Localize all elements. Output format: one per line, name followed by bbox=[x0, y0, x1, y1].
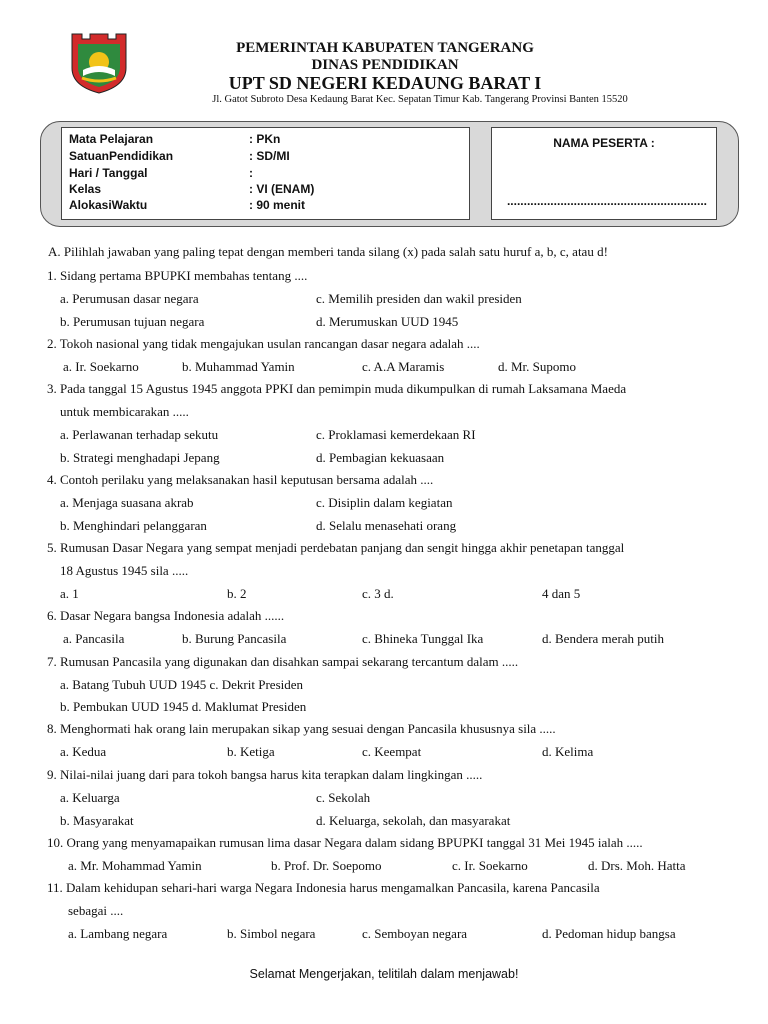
school-logo bbox=[68, 32, 130, 94]
option-a[interactable]: a. Pancasila bbox=[63, 631, 125, 646]
header-government: PEMERINTAH KABUPATEN TANGERANG bbox=[236, 40, 534, 56]
option-d[interactable]: d. Bendera merah putih bbox=[542, 631, 665, 646]
option-b[interactable]: b. Perumusan tujuan negara bbox=[60, 314, 205, 329]
option-d[interactable]: d. Mr. Supomo bbox=[498, 359, 577, 374]
option-c[interactable]: c. Proklamasi kemerdekaan RI bbox=[316, 427, 476, 442]
header-school-name: UPT SD NEGERI KEDAUNG BARAT I bbox=[228, 73, 542, 93]
question-11-continued: sebagai .... bbox=[68, 903, 124, 918]
info-label: Hari / Tanggal bbox=[69, 166, 148, 180]
option-a[interactable]: a. Mr. Mohammad Yamin bbox=[68, 858, 202, 873]
option-d[interactable]: d. Merumuskan UUD 1945 bbox=[316, 314, 459, 329]
option-d[interactable]: d. Selalu menasehati orang bbox=[316, 518, 457, 533]
options-b-d[interactable]: b. Pembukan UUD 1945 d. Maklumat Presiden bbox=[60, 699, 307, 714]
option-b[interactable]: b. Burung Pancasila bbox=[182, 631, 287, 646]
option-a[interactable]: a. Ir. Soekarno bbox=[63, 359, 139, 374]
option-c[interactable]: c. A.A Maramis bbox=[362, 359, 445, 374]
option-b[interactable]: b. Ketiga bbox=[227, 744, 275, 759]
option-b[interactable]: b. Strategi menghadapi Jepang bbox=[60, 450, 220, 465]
instruction: A. Pilihlah jawaban yang paling tepat dengan memberi tanda silang (x) pada salah satu huruf a, b, c, atau d! bbox=[48, 244, 608, 259]
option-c[interactable]: c. Ir. Soekarno bbox=[452, 858, 528, 873]
info-value: : 90 menit bbox=[249, 198, 306, 212]
question-5-continued: 18 Agustus 1945 sila ..... bbox=[60, 563, 189, 578]
option-c[interactable]: c. Memilih presiden dan wakil presiden bbox=[316, 291, 522, 306]
participant-name-box bbox=[491, 127, 717, 220]
info-label: Mata Pelajaran bbox=[69, 132, 154, 146]
question-11: 11. Dalam kehidupan sehari-hari warga Negara Indonesia harus mengamalkan Pancasila, karena Pancasila bbox=[47, 880, 600, 895]
question-3: 3. Pada tanggal 15 Agustus 1945 anggota PPKI dan pemimpin muda dikumpulkan di rumah Laksamana Maeda bbox=[47, 381, 627, 396]
option-c[interactable]: c. Disiplin dalam kegiatan bbox=[316, 495, 453, 510]
question-2: 2. Tokoh nasional yang tidak mengajukan usulan rancangan dasar negara adalah .... bbox=[47, 336, 480, 351]
question-5: 5. Rumusan Dasar Negara yang sempat menjadi perdebatan panjang dan sengit hingga akhir penetapan tanggal bbox=[47, 540, 625, 555]
option-a[interactable]: a. 1 bbox=[60, 586, 79, 601]
option-a[interactable]: a. Perlawanan terhadap sekutu bbox=[60, 427, 219, 442]
question-6: 6. Dasar Negara bangsa Indonesia adalah ...... bbox=[47, 608, 285, 623]
participant-name-field[interactable]: ............................................................ bbox=[506, 194, 708, 208]
question-3-continued: untuk membicarakan ..... bbox=[60, 404, 189, 419]
question-4: 4. Contoh perilaku yang melaksanakan hasil keputusan bersama adalah .... bbox=[47, 472, 434, 487]
option-a[interactable]: a. Perumusan dasar negara bbox=[60, 291, 199, 306]
option-c[interactable]: c. 3 d. bbox=[362, 586, 394, 601]
info-value: : bbox=[249, 166, 253, 180]
option-b[interactable]: b. Muhammad Yamin bbox=[182, 359, 295, 374]
option-a[interactable]: a. Keluarga bbox=[60, 790, 120, 805]
info-label: SatuanPendidikan bbox=[69, 149, 174, 163]
info-value: : VI (ENAM) bbox=[249, 182, 315, 196]
question-1: 1. Sidang pertama BPUPKI membahas tentang .... bbox=[47, 268, 308, 283]
question-7: 7. Rumusan Pancasila yang digunakan dan disahkan sampai sekarang tercantum dalam ..... bbox=[47, 654, 519, 669]
option-b[interactable]: b. Menghindari pelanggaran bbox=[60, 518, 207, 533]
option-b[interactable]: b. 2 bbox=[227, 586, 247, 601]
question-10: 10. Orang yang menyamapaikan rumusan lima dasar Negara dalam sidang BPUPKI tanggal 31 Mei 1945 ialah ..... bbox=[47, 835, 643, 850]
info-label: AlokasiWaktu bbox=[69, 198, 148, 212]
exam-info-box bbox=[61, 127, 470, 220]
option-c[interactable]: c. Sekolah bbox=[316, 790, 371, 805]
option-a[interactable]: a. Lambang negara bbox=[68, 926, 168, 941]
option-b[interactable]: b. Masyarakat bbox=[60, 813, 134, 828]
footer-message: Selamat Mengerjakan, telitilah dalam menjawab! bbox=[249, 967, 519, 981]
option-a[interactable]: a. Menjaga suasana akrab bbox=[60, 495, 194, 510]
header-address: Jl. Gatot Subroto Desa Kedaung Barat Kec. Sepatan Timur Kab. Tangerang Provinsi Banten 15520 bbox=[212, 94, 628, 105]
option-c[interactable]: c. Keempat bbox=[362, 744, 422, 759]
option-b[interactable]: b. Simbol negara bbox=[227, 926, 316, 941]
info-label: Kelas bbox=[69, 182, 102, 196]
question-9: 9. Nilai-nilai juang dari para tokoh bangsa harus kita terapkan dalam lingkingan ..... bbox=[47, 767, 483, 782]
info-value: : SD/MI bbox=[249, 149, 290, 163]
option-d[interactable]: d. Pedoman hidup bangsa bbox=[542, 926, 676, 941]
header-department: DINAS PENDIDIKAN bbox=[311, 57, 459, 73]
option-c[interactable]: c. Bhineka Tunggal Ika bbox=[362, 631, 484, 646]
option-c[interactable]: c. Semboyan negara bbox=[362, 926, 468, 941]
options-a-c[interactable]: a. Batang Tubuh UUD 1945 c. Dekrit Presiden bbox=[60, 677, 304, 692]
option-d[interactable]: d. Drs. Moh. Hatta bbox=[588, 858, 686, 873]
option-d[interactable]: 4 dan 5 bbox=[542, 586, 581, 601]
option-b[interactable]: b. Prof. Dr. Soepomo bbox=[271, 858, 382, 873]
question-8: 8. Menghormati hak orang lain merupakan sikap yang sesuai dengan Pancasila khususnya sila ..... bbox=[47, 721, 556, 736]
participant-name-title: NAMA PESERTA : bbox=[553, 136, 655, 150]
info-value: : PKn bbox=[249, 132, 281, 146]
option-d[interactable]: d. Keluarga, sekolah, dan masyarakat bbox=[316, 813, 511, 828]
option-a[interactable]: a. Kedua bbox=[60, 744, 107, 759]
option-d[interactable]: d. Pembagian kekuasaan bbox=[316, 450, 445, 465]
option-d[interactable]: d. Kelima bbox=[542, 744, 594, 759]
